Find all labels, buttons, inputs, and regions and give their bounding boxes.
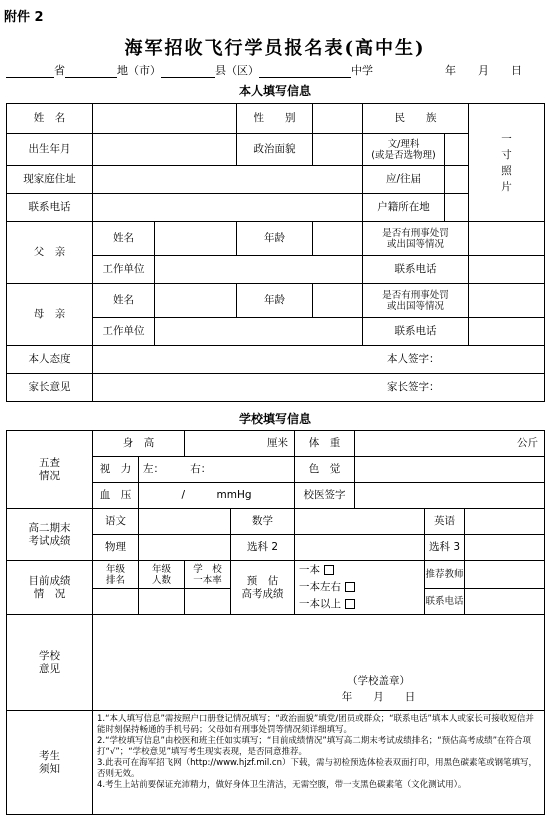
vision-field[interactable]: 左： 右： xyxy=(139,457,295,483)
father-work-field[interactable] xyxy=(155,256,363,284)
address-label: 现家庭住址 xyxy=(7,166,93,194)
opinion-field[interactable] xyxy=(93,615,545,711)
graduate-label: 应/往届 xyxy=(363,166,445,194)
birth-label: 出生年月 xyxy=(7,134,93,166)
weight-unit[interactable]: 公斤 xyxy=(355,431,545,457)
math-field[interactable] xyxy=(295,509,425,535)
year-label: 年 xyxy=(445,64,456,77)
elective3-field[interactable] xyxy=(465,535,545,561)
checkbox-icon[interactable] xyxy=(345,599,355,609)
checkbox-icon[interactable] xyxy=(324,565,334,575)
city-label: 地（市） xyxy=(117,64,161,77)
parent-sign-field[interactable]: 家长签字： xyxy=(93,374,545,402)
attachment-label: 附件 2 xyxy=(4,10,44,25)
school-sign-label: 校医签字 xyxy=(295,483,355,509)
city-blank[interactable] xyxy=(65,67,117,78)
county-label: 县（区） xyxy=(215,64,259,77)
mother-age-field[interactable] xyxy=(313,284,363,318)
option-1[interactable]: 一本 xyxy=(299,562,424,579)
mother-phone-field[interactable] xyxy=(469,318,545,346)
attitude-label: 本人态度 xyxy=(7,346,93,374)
mother-work-field[interactable] xyxy=(155,318,363,346)
form-title: 海军招收飞行学员报名表(高中生) xyxy=(124,38,426,59)
bp-field[interactable]: / mmHg xyxy=(139,483,295,509)
school-label: 中学 xyxy=(351,64,373,77)
elective3-label: 选科 3 xyxy=(425,535,465,561)
chinese-label: 语文 xyxy=(93,509,139,535)
phone-label: 联系电话 xyxy=(7,194,93,222)
opinion-date: 年 月 日 xyxy=(341,691,416,703)
current-label: 目前成绩 情 况 xyxy=(7,561,93,615)
elective2-label: 选科 2 xyxy=(231,535,295,561)
notice-item: 1.“本人填写信息”需按照户口册登记情况填写；“政治面貌”填党/团员或群众；“联系电话”填本人或家长可接收短信并能时刻保持畅通的手机号码；父母如有刑事处罚等情况须详细填写。 xyxy=(97,714,534,735)
mother-phone-label: 联系电话 xyxy=(363,318,469,346)
father-work-label: 工作单位 xyxy=(93,256,155,284)
english-label: 英语 xyxy=(425,509,465,535)
self-sign-field[interactable]: 本人签字： xyxy=(93,346,545,374)
physics-field[interactable] xyxy=(139,535,231,561)
track-label: 文/理科 (或是否选物理) xyxy=(363,134,445,166)
notice-label: 考生 须知 xyxy=(7,711,93,815)
personal-section-title: 本人填写信息 xyxy=(238,84,311,98)
notice-item: 4.考生上站前要保证充沛精力，做好身体卫生清洁，无需空腹，带一支黑色碳素笔（文化测试用）。 xyxy=(97,780,467,790)
notice-item: 2.“学校填写信息”由校医和班主任如实填写；“目前成绩情况”填写高二期末考试成绩排名；“预估高考成绩”在符合项打“√”；“学校意见”填写考生现实表现，是否同意推荐。 xyxy=(97,736,532,757)
estimate-label: 预 估 高考成绩 xyxy=(231,561,295,615)
location-line xyxy=(6,62,522,78)
month-label: 月 xyxy=(478,64,489,77)
birth-field[interactable] xyxy=(93,134,237,166)
english-field[interactable] xyxy=(465,509,545,535)
graduate-field[interactable] xyxy=(445,166,469,194)
height-label: 身 高 xyxy=(93,431,185,457)
mother-name-label: 姓名 xyxy=(93,284,155,318)
chinese-field[interactable] xyxy=(139,509,231,535)
mother-work-label: 工作单位 xyxy=(93,318,155,346)
father-criminal-label: 是否有刑事处罚 或出国等情况 xyxy=(363,222,469,256)
elective2-field[interactable] xyxy=(295,535,425,561)
grade-count-label: 年级 人数 xyxy=(139,561,185,589)
hukou-field[interactable] xyxy=(445,194,545,222)
photo-box[interactable]: 一 寸 照 片 xyxy=(469,104,545,222)
parent-opinion-label: 家长意见 xyxy=(7,374,93,402)
option-2[interactable]: 一本左右 xyxy=(299,579,424,596)
father-age-label: 年龄 xyxy=(237,222,313,256)
father-criminal-field[interactable] xyxy=(469,222,545,256)
option-3[interactable]: 一本以上 xyxy=(299,596,424,613)
vision-label: 视 力 xyxy=(93,457,139,483)
notice-text xyxy=(93,711,545,815)
height-unit[interactable]: 厘米 xyxy=(185,431,295,457)
mother-criminal-field[interactable] xyxy=(469,284,545,318)
mother-label: 母 亲 xyxy=(7,284,93,346)
track-field[interactable] xyxy=(445,134,469,166)
gender-label: 性 别 xyxy=(237,104,313,134)
county-blank[interactable] xyxy=(161,67,215,78)
political-field[interactable] xyxy=(313,134,363,166)
father-name-field[interactable] xyxy=(155,222,237,256)
gender-field[interactable] xyxy=(313,104,363,134)
school-sign-field[interactable] xyxy=(355,483,545,509)
math-label: 数学 xyxy=(231,509,295,535)
checkbox-icon[interactable] xyxy=(345,582,355,592)
physics-label: 物理 xyxy=(93,535,139,561)
top-tier-label: 学 校 一本率 xyxy=(185,561,231,589)
school-blank[interactable] xyxy=(259,67,351,78)
opinion-label: 学校 意见 xyxy=(7,615,93,711)
physical-label: 五查 情况 xyxy=(7,431,93,509)
name-label: 姓 名 xyxy=(7,104,93,134)
father-age-field[interactable] xyxy=(313,222,363,256)
teacher-phone-label: 联系电话 xyxy=(425,589,465,615)
teacher-label: 推荐教师 xyxy=(425,561,465,589)
school-section-title: 学校填写信息 xyxy=(238,412,311,426)
name-field[interactable] xyxy=(93,104,237,134)
weight-label: 体 重 xyxy=(295,431,355,457)
exam-label: 高二期末 考试成绩 xyxy=(7,509,93,561)
day-label: 日 xyxy=(511,64,522,77)
grade-rank-field[interactable] xyxy=(93,589,139,615)
province-label: 省 xyxy=(54,64,65,77)
color-label: 色 觉 xyxy=(295,457,355,483)
political-label: 政治面貌 xyxy=(237,134,313,166)
province-blank[interactable] xyxy=(6,67,54,78)
grade-rank-label: 年级 排名 xyxy=(93,561,139,589)
father-phone-label: 联系电话 xyxy=(363,256,469,284)
phone-field[interactable] xyxy=(93,194,363,222)
grade-count-field[interactable] xyxy=(139,589,185,615)
address-field[interactable] xyxy=(93,166,363,194)
teacher-phone-field[interactable] xyxy=(465,589,545,615)
father-label: 父 亲 xyxy=(7,222,93,284)
color-field[interactable] xyxy=(355,457,545,483)
father-phone-field[interactable] xyxy=(469,256,545,284)
top-tier-field[interactable] xyxy=(185,589,231,615)
school-table xyxy=(6,430,545,815)
teacher-field[interactable] xyxy=(465,561,545,589)
father-name-label: 姓名 xyxy=(93,222,155,256)
estimate-options xyxy=(295,561,425,615)
mother-criminal-label: 是否有刑事处罚 或出国等情况 xyxy=(363,284,469,318)
personal-table xyxy=(6,103,545,402)
seal-label: （学校盖章） xyxy=(347,675,410,687)
mother-name-field[interactable] xyxy=(155,284,237,318)
ethnicity-label: 民 族 xyxy=(363,104,469,134)
mother-age-label: 年龄 xyxy=(237,284,313,318)
hukou-label: 户籍所在地 xyxy=(363,194,445,222)
bp-label: 血 压 xyxy=(93,483,139,509)
notice-item: 3.此表可在海军招飞网（http://www.hjzf.mil.cn）下载，需与初检预选体检表双面打印，用黑色碳素笔或钢笔填写，否则无效。 xyxy=(97,758,537,779)
